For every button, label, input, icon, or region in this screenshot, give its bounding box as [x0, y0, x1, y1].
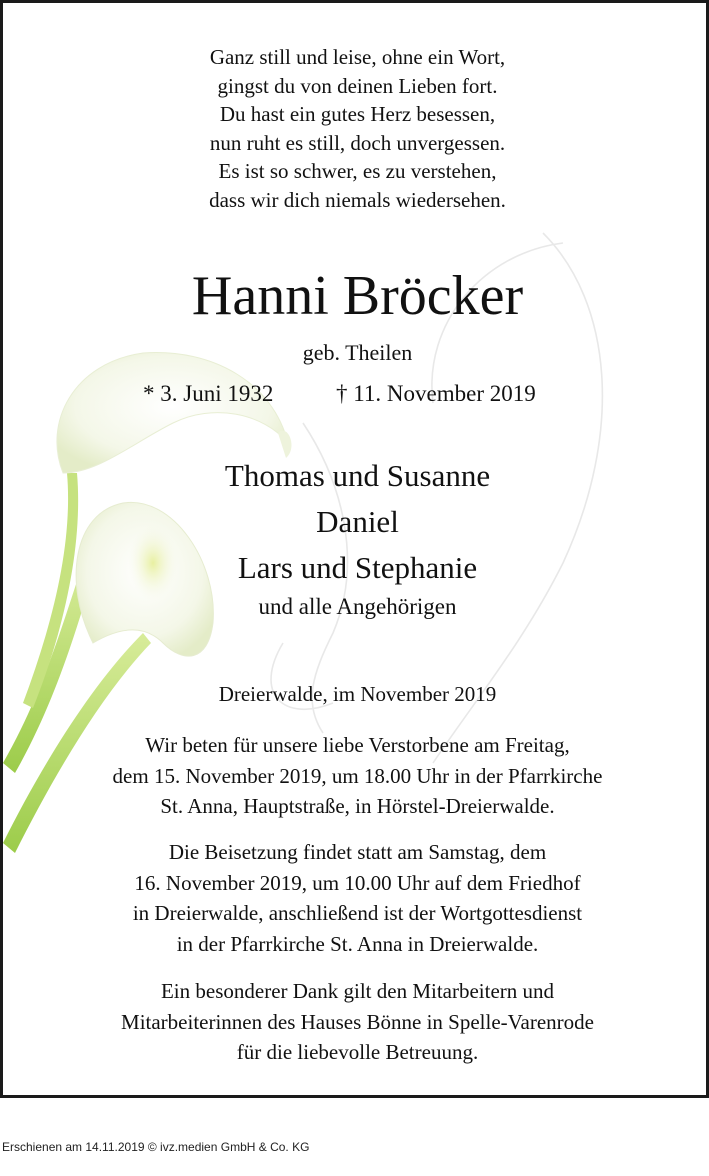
paragraph-line: Die Beisetzung findet statt am Samstag, dem — [168, 840, 547, 864]
paragraph-line: 16. November 2019, um 10.00 Uhr auf dem Friedhof — [134, 870, 581, 895]
poem-line: Du hast ein gutes Herz besessen, — [219, 102, 496, 127]
poem-line: nun ruht es still, doch unvergessen. — [209, 130, 506, 155]
prayer-paragraph — [3, 730, 709, 822]
paragraph-line: Ein besonderer Dank gilt den Mitarbeitern und — [160, 979, 555, 1003]
deceased-name: Hanni Bröcker — [191, 265, 524, 327]
thanks-paragraph — [3, 976, 709, 1068]
poem-line: dass wir dich niemals wiedersehen. — [209, 187, 506, 212]
paragraph-line: Mitarbeiterinnen des Hauses Bönne in Spelle-Varenrode — [121, 1009, 594, 1034]
relatives-line: und alle Angehörigen — [258, 594, 457, 619]
memorial-poem — [3, 43, 709, 215]
death-date: † 11. November 2019 — [336, 381, 536, 406]
poem-line: gingst du von deinen Lieben fort. — [217, 73, 498, 98]
paragraph-line: Wir beten für unsere liebe Verstorbene am Freitag, — [145, 733, 570, 757]
mourner-entry: Thomas und Susanne — [224, 458, 491, 493]
mourners-list — [3, 453, 709, 623]
publication-footer: Erschienen am 14.11.2019 © ivz.medien GmbH & Co. KG — [2, 1140, 310, 1154]
paragraph-line: dem 15. November 2019, um 18.00 Uhr in der Pfarrkirche — [112, 763, 603, 788]
paragraph-line: in Dreierwalde, anschließend ist der Wortgottesdienst — [132, 901, 583, 926]
paragraph-line: für die liebevolle Betreuung. — [236, 1040, 479, 1065]
mourner-entry: Daniel — [316, 504, 399, 539]
place-and-date: Dreierwalde, im November 2019 — [218, 682, 497, 706]
poem-line: Ganz still und leise, ohne ein Wort, — [209, 45, 506, 69]
birth-date: * 3. Juni 1932 — [143, 381, 274, 406]
paragraph-line: in der Pfarrkirche St. Anna in Dreierwalde. — [176, 931, 539, 956]
birth-name: geb. Theilen — [302, 340, 413, 365]
burial-paragraph — [3, 837, 709, 959]
paragraph-line: St. Anna, Hauptstraße, in Hörstel-Dreierwalde. — [160, 794, 555, 819]
mourner-entry: Lars und Stephanie — [237, 550, 478, 585]
poem-line: Es ist so schwer, es zu verstehen, — [218, 159, 497, 184]
